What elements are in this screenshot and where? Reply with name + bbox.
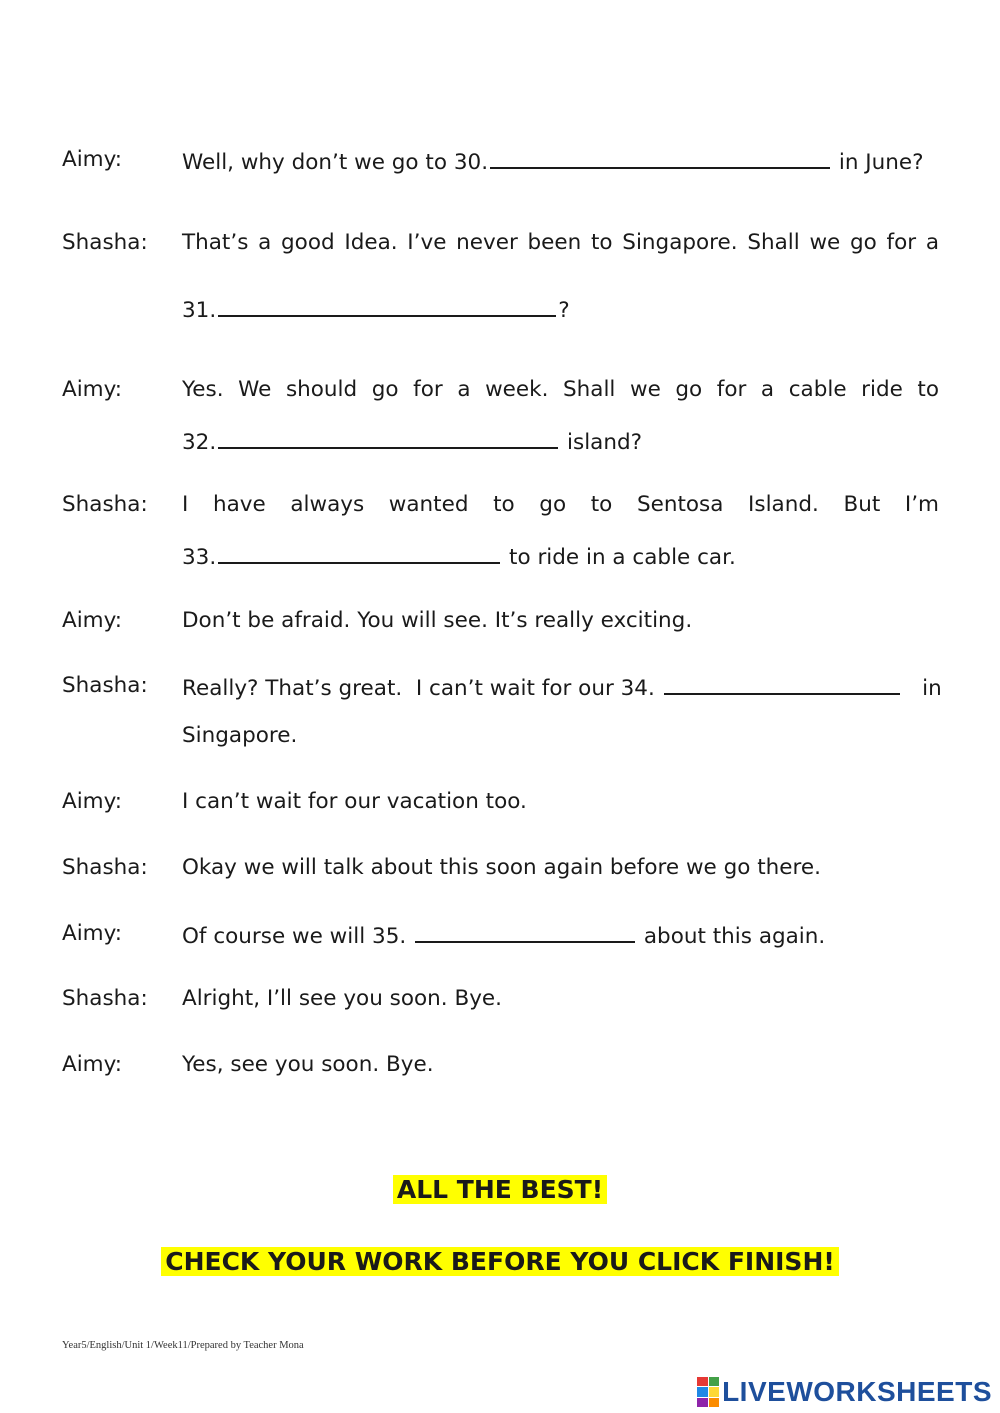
dialogue-text xyxy=(182,917,825,954)
liveworksheets-logo-icon xyxy=(697,1377,719,1407)
answer-blank[interactable] xyxy=(664,669,900,695)
dialogue-text xyxy=(182,423,642,460)
all-the-best-text: ALL THE BEST! xyxy=(393,1175,607,1204)
text-segment: 32. xyxy=(182,430,217,455)
dialogue-text xyxy=(182,719,297,753)
dialogue-line xyxy=(0,291,1000,325)
speaker-label: Aimy: xyxy=(62,921,123,946)
dialogue-line xyxy=(0,669,1000,703)
text-segment: in xyxy=(901,676,942,701)
dialogue-line xyxy=(0,917,1000,951)
speaker-label: Shasha: xyxy=(62,986,148,1011)
text-segment: 33. xyxy=(182,545,217,570)
dialogue-text xyxy=(182,226,939,260)
dialogue-line xyxy=(0,423,1000,457)
dialogue-text xyxy=(182,143,924,180)
speaker-label: Shasha: xyxy=(62,855,148,880)
dialogue-text xyxy=(182,373,939,407)
text-segment: about this again. xyxy=(637,924,826,949)
dialogue-text xyxy=(182,785,527,819)
logo-square xyxy=(709,1377,720,1386)
text-segment: I have always wanted to go to Sentosa Island. But I’m xyxy=(182,492,939,517)
dialogue-text xyxy=(182,604,692,638)
dialogue-text xyxy=(182,669,942,706)
logo-square xyxy=(697,1377,708,1386)
dialogue-text xyxy=(182,982,502,1016)
speaker-label: Aimy: xyxy=(62,377,123,402)
speaker-label: Shasha: xyxy=(62,673,148,698)
text-segment: I can’t wait for our vacation too. xyxy=(182,789,527,814)
dialogue-text xyxy=(182,488,939,522)
text-segment: Of course we will 35. xyxy=(182,924,414,949)
text-segment: ? xyxy=(558,298,570,323)
footer-note: Year5/English/Unit 1/Week11/Prepared by Teacher Mona xyxy=(62,1340,304,1351)
speaker-label: Aimy: xyxy=(62,789,123,814)
text-segment: Yes. We should go for a week. Shall we go for a cable ride to xyxy=(182,377,939,402)
text-segment: to ride in a cable car. xyxy=(502,545,736,570)
liveworksheets-brand[interactable] xyxy=(697,1374,992,1410)
logo-square xyxy=(709,1387,720,1396)
dialogue-line xyxy=(0,851,1000,885)
dialogue-line xyxy=(0,488,1000,522)
speaker-label: Aimy: xyxy=(62,608,123,633)
dialogue-text xyxy=(182,291,570,328)
text-segment: Really? That’s great. I can’t wait for our 34. xyxy=(182,676,662,701)
dialogue-line xyxy=(0,226,1000,260)
text-segment: Singapore. xyxy=(182,723,298,748)
text-segment: Well, why don’t we go to 30. xyxy=(182,150,489,175)
speaker-label: Aimy: xyxy=(62,147,123,172)
speaker-label: Shasha: xyxy=(62,230,148,255)
text-segment: island? xyxy=(560,430,643,455)
answer-blank[interactable] xyxy=(218,291,556,317)
text-segment: That’s a good Idea. I’ve never been to Singapore. Shall we go for a xyxy=(182,230,939,255)
answer-blank[interactable] xyxy=(490,143,830,169)
dialogue-line xyxy=(0,373,1000,407)
dialogue-line xyxy=(0,719,1000,753)
logo-square xyxy=(697,1398,708,1407)
dialogue-line xyxy=(0,1048,1000,1082)
logo-square xyxy=(697,1387,708,1396)
dialogue-line xyxy=(0,785,1000,819)
text-segment: Don’t be afraid. You will see. It’s really exciting. xyxy=(182,608,693,633)
text-segment: Okay we will talk about this soon again before we go there. xyxy=(182,855,821,880)
text-segment: 31. xyxy=(182,298,217,323)
answer-blank[interactable] xyxy=(218,538,500,564)
all-the-best-banner xyxy=(0,1170,1000,1210)
brand-text: LIVEWORKSHEETS xyxy=(722,1376,992,1407)
dialogue-text xyxy=(182,851,821,885)
speaker-label: Shasha: xyxy=(62,492,148,517)
speaker-label: Aimy: xyxy=(62,1052,123,1077)
dialogue-line xyxy=(0,604,1000,638)
text-segment: in June? xyxy=(832,150,924,175)
dialogue-text xyxy=(182,1048,434,1082)
dialogue-line xyxy=(0,143,1000,177)
answer-blank[interactable] xyxy=(218,423,558,449)
dialogue-line xyxy=(0,538,1000,572)
text-segment: Yes, see you soon. Bye. xyxy=(182,1052,434,1077)
dialogue-line xyxy=(0,982,1000,1016)
check-work-banner xyxy=(0,1242,1000,1282)
answer-blank[interactable] xyxy=(415,917,635,943)
text-segment: Alright, I’ll see you soon. Bye. xyxy=(182,986,502,1011)
check-work-text: CHECK YOUR WORK BEFORE YOU CLICK FINISH! xyxy=(161,1247,839,1276)
logo-square xyxy=(709,1398,720,1407)
dialogue-text xyxy=(182,538,736,575)
